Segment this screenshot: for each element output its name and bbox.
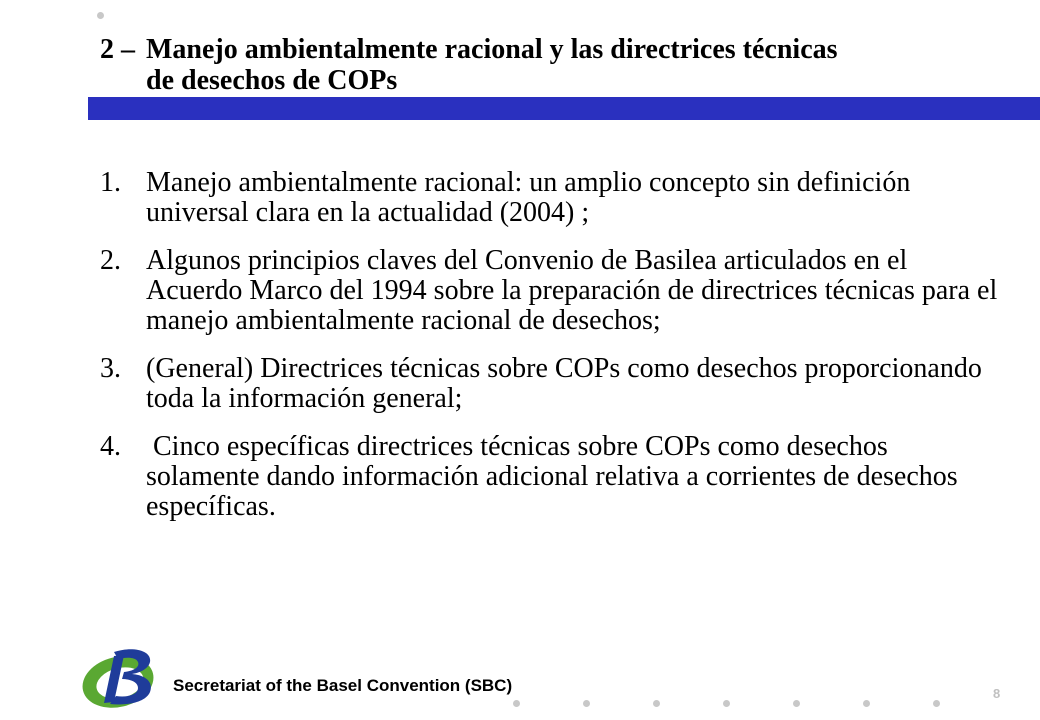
list-item-number: 2. — [100, 245, 121, 276]
basel-convention-logo — [80, 642, 164, 710]
list-item — [100, 354, 1000, 414]
page-number: 8 — [993, 686, 1001, 701]
title-underline-bar — [88, 97, 1040, 120]
title-number: 2 – — [100, 34, 135, 65]
list-item — [100, 432, 1000, 522]
slide-title — [100, 34, 1000, 96]
list-item-number: 1. — [100, 167, 121, 198]
list-item-text: Cinco específicas directrices técnicas sobre COPs como desechos solamente dando información adicional relativa a corrientes de desechos específicas. — [146, 431, 965, 522]
numbered-list — [100, 168, 1000, 540]
footer-dot — [653, 700, 660, 707]
list-item-text: (General) Directrices técnicas sobre COPs como desechos proporcionando toda la información general; — [146, 353, 982, 414]
organization-name: Secretariat of the Basel Convention (SBC) — [173, 676, 513, 695]
title-line-2: de desechos de COPs — [146, 65, 398, 96]
list-item-text: Manejo ambientalmente racional: un amplio concepto sin definición universal clara en la actualidad (2004) ; — [146, 167, 911, 228]
footer-dot — [933, 700, 940, 707]
footer-dot — [793, 700, 800, 707]
list-item — [100, 246, 1000, 336]
list-item-number: 3. — [100, 353, 121, 384]
footer-dot — [513, 700, 520, 707]
title-line-1: Manejo ambientalmente racional y las directrices técnicas — [146, 34, 838, 65]
title-indent — [100, 65, 146, 96]
decorative-dot — [97, 12, 104, 19]
footer-dot — [583, 700, 590, 707]
list-item-number: 4. — [100, 431, 121, 462]
list-item — [100, 168, 1000, 228]
footer-dot — [863, 700, 870, 707]
list-item-text: Algunos principios claves del Convenio de Basilea articulados en el Acuerdo Marco del 1994 sobre la preparación de directrices técnicas para el manejo ambientalmente racional de desechos; — [146, 245, 998, 336]
footer-dot — [723, 700, 730, 707]
